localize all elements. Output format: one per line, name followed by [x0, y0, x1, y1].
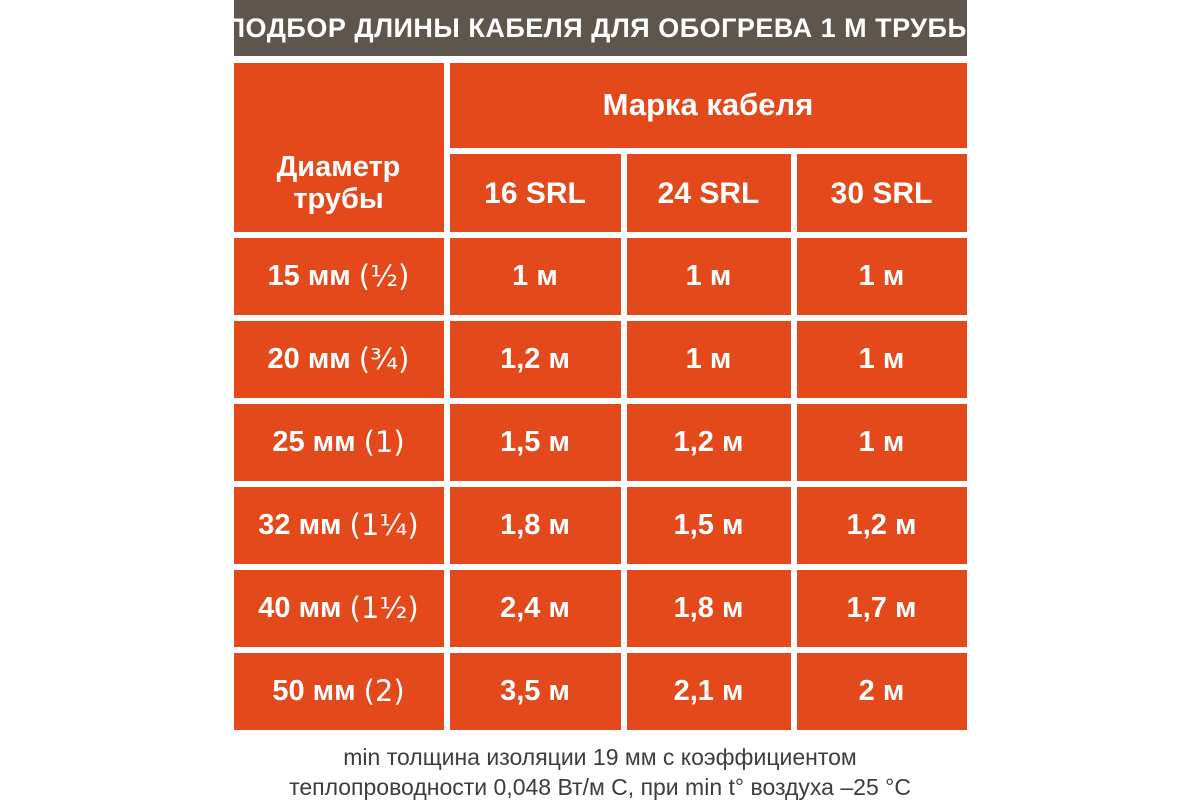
column-header-24srl: 24 SRL — [627, 154, 791, 232]
row-label-25mm — [234, 404, 444, 481]
corner-header-label: Диаметр трубы — [276, 151, 401, 216]
corner-header-diameter — [234, 63, 444, 232]
table-cell-40mm-30srl: 1,7 м — [797, 570, 967, 647]
table-cell-50mm-16srl: 3,5 м — [450, 653, 621, 730]
footnote-line-2: теплопроводности 0,048 Вт/м С, при min t° воздуха –25 °C — [289, 774, 911, 800]
diameter-value: 25 мм — [272, 425, 356, 458]
row-label-50mm — [234, 653, 444, 730]
table-cell-25mm-16srl: 1,5 м — [450, 404, 621, 481]
title-bar — [225, 0, 975, 56]
cable-length-table — [234, 63, 967, 730]
poster-title: ПОДБОР ДЛИНЫ КАБЕЛЯ ДЛЯ ОБОГРЕВА 1 М ТРУБЫ — [225, 12, 975, 43]
table-cell-15mm-30srl: 1 м — [797, 238, 967, 315]
row-label-40mm — [234, 570, 444, 647]
table-cell-20mm-24srl: 1 м — [627, 321, 791, 398]
diameter-inches: (2) — [363, 673, 405, 708]
row-label-15mm — [234, 238, 444, 315]
table-cell-50mm-24srl: 2,1 м — [627, 653, 791, 730]
column-header-16srl: 16 SRL — [450, 154, 621, 232]
table-cell-15mm-24srl: 1 м — [627, 238, 791, 315]
diameter-value: 32 мм — [258, 508, 342, 541]
diameter-inches: (¹⁄₂) — [358, 258, 410, 293]
diameter-value: 50 мм — [272, 674, 356, 707]
column-header-30srl: 30 SRL — [797, 154, 967, 232]
diameter-value: 15 мм — [267, 259, 351, 292]
table-cell-40mm-24srl: 1,8 м — [627, 570, 791, 647]
group-header-label: Марка кабеля — [602, 87, 814, 123]
diameter-inches: (1¹⁄₄) — [349, 507, 419, 542]
table-cell-32mm-16srl: 1,8 м — [450, 487, 621, 564]
diameter-value: 40 мм — [258, 591, 342, 624]
diameter-value: 20 мм — [267, 342, 351, 375]
group-header-cable-brand — [450, 63, 967, 148]
table-cell-20mm-16srl: 1,2 м — [450, 321, 621, 398]
table-cell-25mm-30srl: 1 м — [797, 404, 967, 481]
footnote-line-1: min толщина изоляции 19 мм с коэффициентом — [343, 744, 857, 770]
table-cell-32mm-24srl: 1,5 м — [627, 487, 791, 564]
diameter-inches: (³⁄₄) — [358, 341, 410, 376]
infographic-poster — [225, 0, 975, 800]
table-cell-32mm-30srl: 1,2 м — [797, 487, 967, 564]
diameter-inches: (1) — [363, 424, 405, 459]
row-label-20mm — [234, 321, 444, 398]
footnote — [234, 742, 967, 800]
table-cell-50mm-30srl: 2 м — [797, 653, 967, 730]
table-cell-20mm-30srl: 1 м — [797, 321, 967, 398]
table-cell-25mm-24srl: 1,2 м — [627, 404, 791, 481]
table-cell-15mm-16srl: 1 м — [450, 238, 621, 315]
table-cell-40mm-16srl: 2,4 м — [450, 570, 621, 647]
row-label-32mm — [234, 487, 444, 564]
diameter-inches: (1¹⁄₂) — [349, 590, 419, 625]
